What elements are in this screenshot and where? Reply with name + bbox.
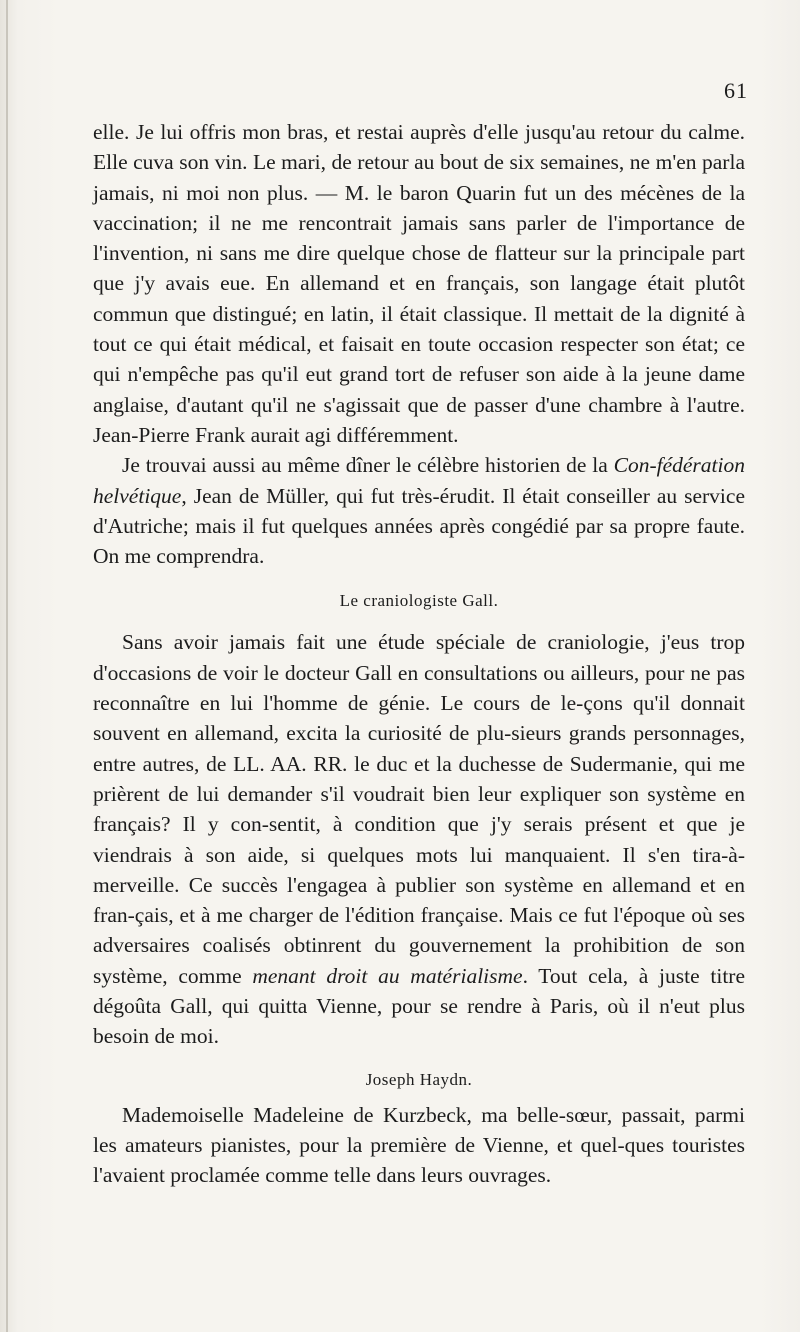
section-heading-gall: Le craniologiste Gall. [339, 591, 499, 611]
page-body [93, 117, 745, 1191]
paragraph-3-italic: menant droit au matérialisme [252, 963, 523, 988]
section-heading-haydn: Joseph Haydn. [365, 1069, 473, 1089]
page-gutter [6, 0, 8, 1332]
paragraph-3-text-b: . Tout cela, à juste titre dégoûta Gall, qui quitta Vienne, pour se rendre à Paris, où il n'eut plus besoin de moi. [93, 963, 745, 1049]
paragraph-3 [93, 627, 745, 1051]
paragraph-2 [93, 450, 745, 571]
paragraph-3-text-a: Sans avoir jamais fait une étude spéciale de craniologie, j'eus trop d'occasions de voir le docteur Gall en consultations ou ailleurs, pour ne pas reconnaître en lui l'homme de génie. Le cours de le-çons qu'il donnait souvent en allemand, excita la curiosité de plu-sieurs grands personnages, entre autres, de LL. AA. RR. le duc et la duchesse de Sudermanie, qui me prièrent de lui demander s'il voudrait bien leur expliquer son système en français? Il y con-sentit, à condition que j'y serais présent et que je viendrais à son aide, si quelques mots lui manquaient. Il s'en tira-à-merveille. Ce succès l'engagea à publier son système en allemand et en fran-çais, et à me charger de l'édition française. Mais ce fut l'époque où ses adversaires coalisés obtinrent du gouvernement la prohibition de son système, comme [93, 630, 745, 988]
paragraph-4: Mademoiselle Madeleine de Kurzbeck, ma belle-sœur, passait, parmi les amateurs pianistes, pour la première de Vienne, et quel-ques touristes l'avaient proclamée comme telle dans leurs ouvrages. [93, 1102, 745, 1188]
paragraph-2-text-a: Je trouvai aussi au même dîner le célèbre historien de la [122, 453, 614, 478]
paragraph-1: elle. Je lui offris mon bras, et restai auprès d'elle jusqu'au retour du calme. Elle cuva son vin. Le mari, de retour au bout de six semaines, ne m'en parla jamais, ni moi non plus. — M. le baron Quarin fut un des mécènes de la vaccination; il ne me rencontrait jamais sans parler de l'importance de l'invention, ni sans me dire quelque chose de flatteur sur la principale part que j'y avais eue. En allemand et en français, son langage était plutôt commun que distingué; en latin, il était classique. Il mettait de la dignité à tout ce qui était médical, et faisait en toute occasion respecter son état; ce qui n'empêche pas qu'il eut grand tort de refuser son aide à la jeune dame anglaise, d'autant qu'il ne s'agissait que de passer d'une chambre à l'autre. Jean-Pierre Frank aurait agi différemment. [93, 120, 745, 447]
paragraph-2-text-b: , Jean de Müller, qui fut très-érudit. Il était conseiller au service d'Autriche; mais il fut quelques années après congédié par sa propre faute. On me comprendra. [93, 483, 745, 569]
paragraph-2-italic: Con-fédération helvétique [93, 453, 745, 508]
page-number: 61 [724, 78, 748, 103]
